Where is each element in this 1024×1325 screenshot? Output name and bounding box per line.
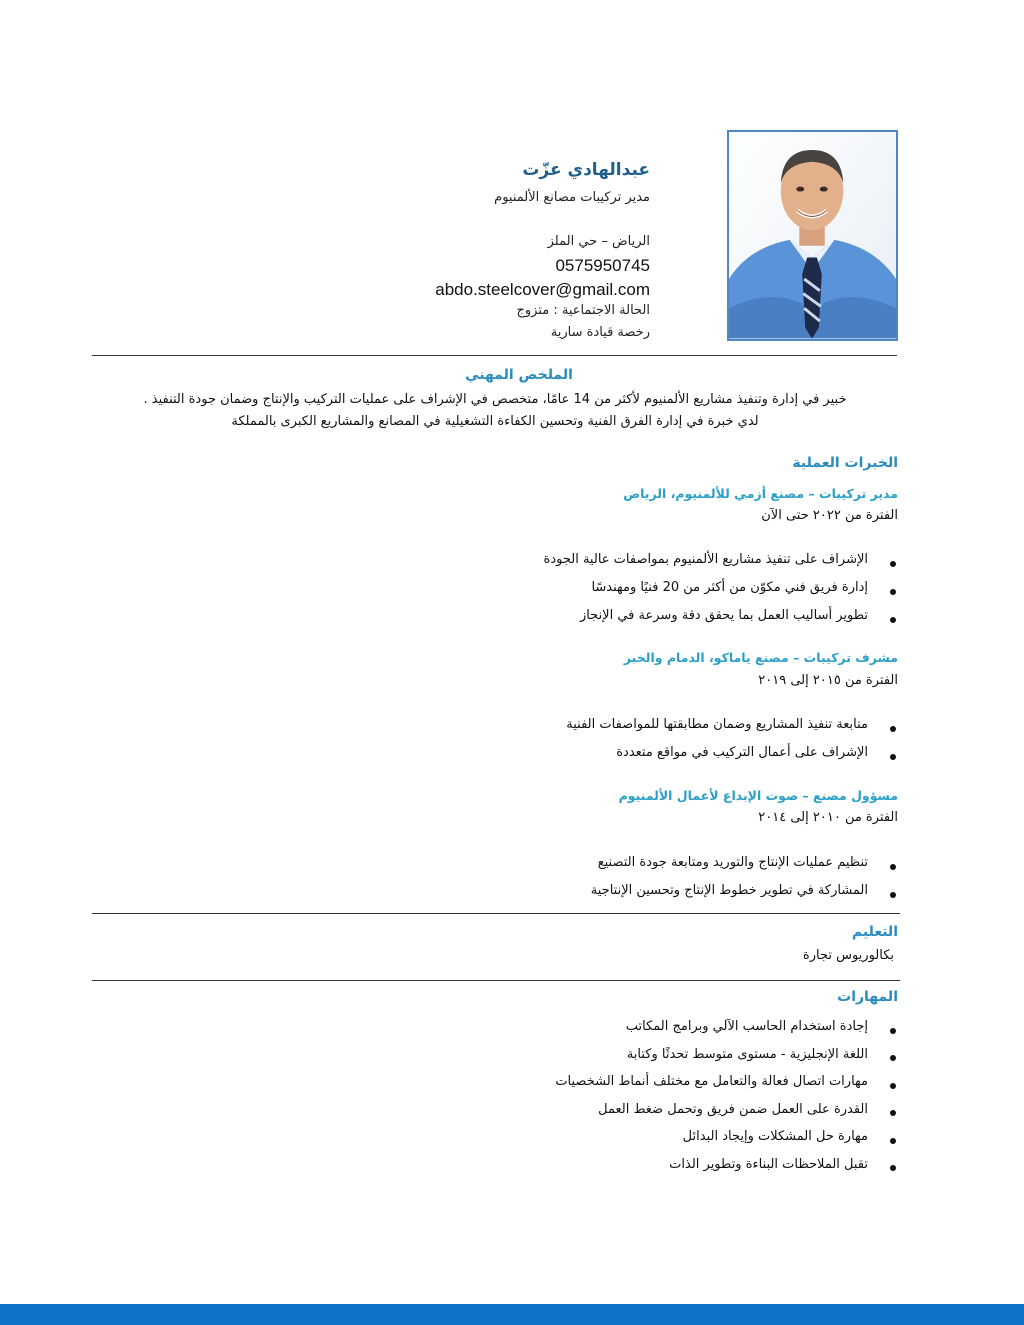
skills-list xyxy=(555,1017,898,1182)
list-item: متابعة تنفيذ المشاريع وضمان مطابقتها للمواصفات الفنية xyxy=(566,715,898,743)
person-title: مدير تركيبات مصانع الألمنيوم xyxy=(494,190,650,205)
list-item: إدارة فريق فني مكوّن من أكثر من 20 فنيًا ومهندسًا xyxy=(544,578,898,606)
job-period: الفترة من ٢٠١٠ إلى ٢٠١٤ xyxy=(758,810,898,825)
list-item: تنظيم عمليات الإنتاج والتوريد ومتابعة جودة التصنيع xyxy=(591,853,898,881)
education-title: التعليم xyxy=(851,924,898,940)
list-item: المشاركة في تطوير خطوط الإنتاج وتحسين الإنتاجية xyxy=(591,881,898,909)
header-divider xyxy=(92,355,897,356)
profile-photo xyxy=(727,130,898,341)
profile-photo-illustration xyxy=(729,132,896,339)
summary-line: لدي خبرة في إدارة الفرق الفنية وتحسين الكفاءة التشغيلية في المصانع والمشاريع الكبرى بالمملكة xyxy=(231,414,759,429)
location: الرياض – حي الملز xyxy=(547,234,650,249)
email-address[interactable]: abdo.steelcover@gmail.com xyxy=(435,280,650,299)
skills-title: المهارات xyxy=(837,989,898,1005)
job-heading: مسؤول مصنع – صوت الإبداع لأعمال الألمنيوم xyxy=(618,788,898,803)
list-item: الإشراف على تنفيذ مشاريع الألمنيوم بمواصفات عالية الجودة xyxy=(544,550,898,578)
job-heading: مدير تركيبات – مصنع أزمي للألمنيوم، الرياض xyxy=(623,486,898,501)
list-item: اللغة الإنجليزية - مستوى متوسط تحدثًا وكتابة xyxy=(555,1045,898,1073)
list-item: الإشراف على أعمال التركيب في مواقع متعددة xyxy=(566,743,898,771)
list-item: تطوير أساليب العمل بما يحقق دقة وسرعة في الإنجاز xyxy=(544,606,898,634)
driving-license: رخصة قيادة سارية xyxy=(550,325,650,340)
footer-bar xyxy=(0,1304,1024,1325)
job-period: الفترة من ٢٠٢٢ حتى الآن xyxy=(761,508,898,523)
person-name: عبدالهادي عزّت xyxy=(522,160,650,180)
experience-title: الخبرات العملية xyxy=(792,455,898,471)
education-divider xyxy=(92,980,900,981)
summary-title: الملخص المهني xyxy=(465,367,573,383)
job-bullets xyxy=(591,853,898,909)
list-item: تقبل الملاحظات البناءة وتطوير الذات xyxy=(555,1155,898,1183)
job-bullets xyxy=(544,550,898,634)
job-bullets xyxy=(566,715,898,771)
list-item: القدرة على العمل ضمن فريق وتحمل ضغط العمل xyxy=(555,1100,898,1128)
degree: بكالوريوس تجارة xyxy=(802,948,894,963)
summary-line: خبير في إدارة وتنفيذ مشاريع الألمنيوم لأكثر من 14 عامًا، متخصص في الإشراف على عمليات التركيب والإنتاج وضمان جودة التنفيذ . xyxy=(143,392,847,407)
phone-number[interactable]: 0575950745 xyxy=(555,256,650,275)
list-item: إجادة استخدام الحاسب الآلي وبرامج المكاتب xyxy=(555,1017,898,1045)
list-item: مهارة حل المشكلات وإيجاد البدائل xyxy=(555,1127,898,1155)
job-heading: مشرف تركيبات – مصنع ياماكو، الدمام والخبر xyxy=(623,650,898,665)
job-period: الفترة من ٢٠١٥ إلى ٢٠١٩ xyxy=(758,673,898,688)
marital-status: الحالة الاجتماعية : متزوج xyxy=(516,303,650,318)
list-item: مهارات اتصال فعالة والتعامل مع مختلف أنماط الشخصيات xyxy=(555,1072,898,1100)
experience-divider xyxy=(92,913,900,914)
